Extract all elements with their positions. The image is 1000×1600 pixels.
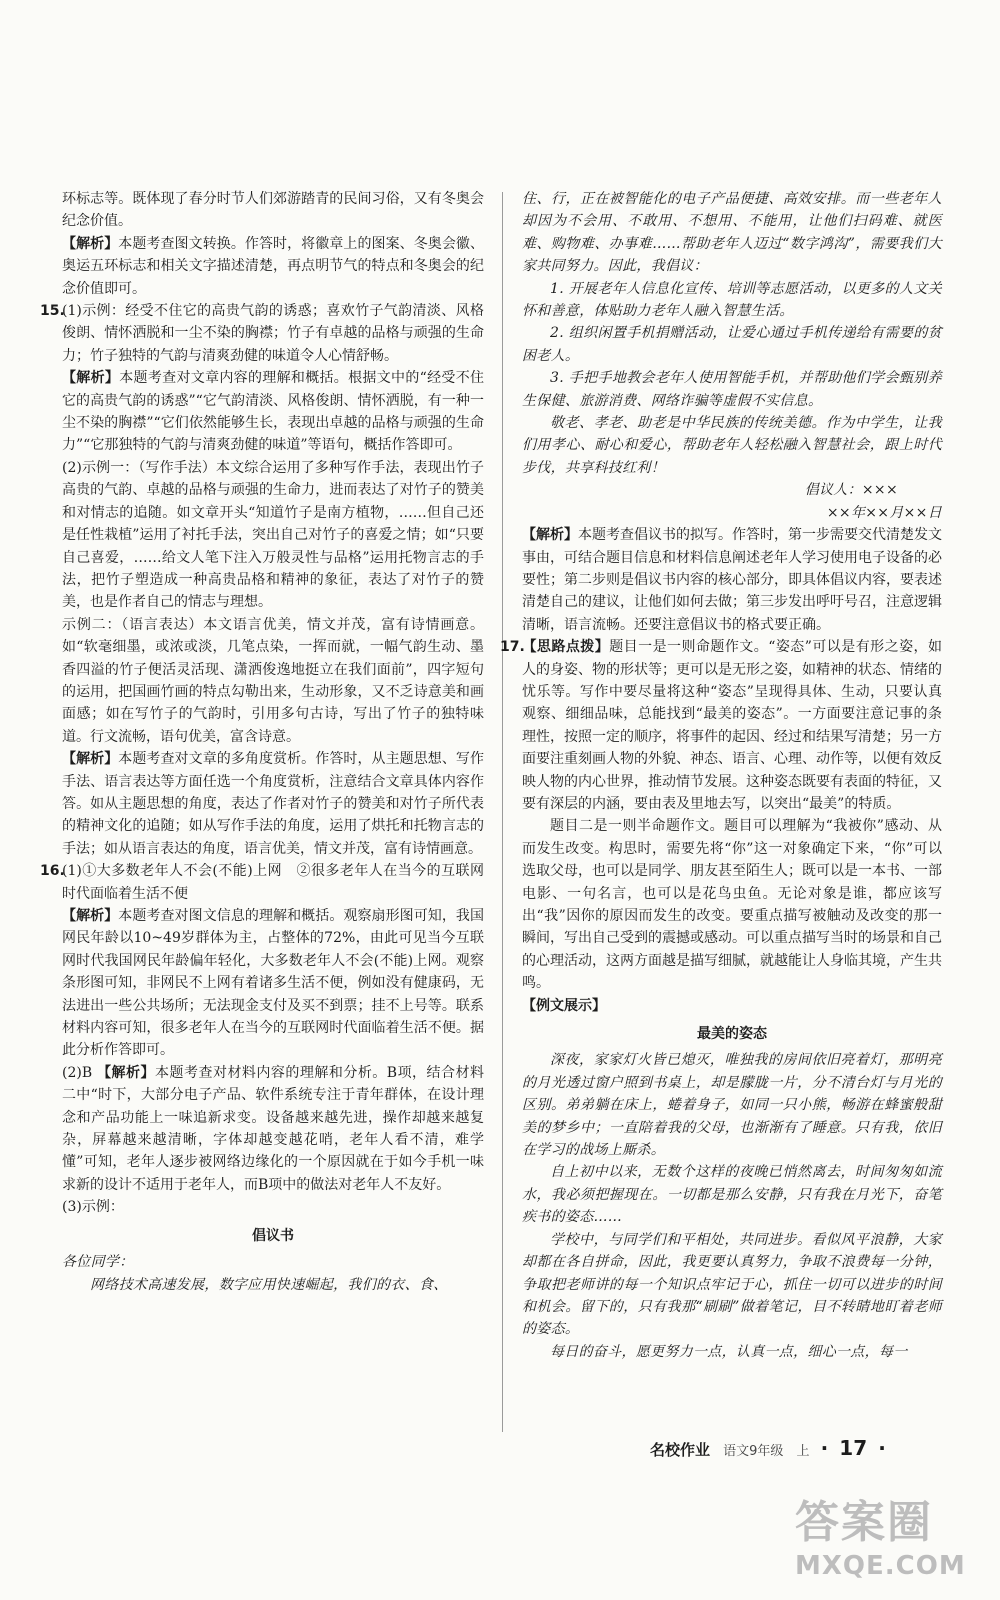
- letter-paragraph-start: 网络技术高速发展，数字应用快速崛起，我们的衣、食、: [90, 1276, 448, 1293]
- essay-paragraph-3: 学校中，与同学们和平相处，共同进步。看似风平浪静，大家却都在各自拼命，因此，我更要认真努力，争取不浪费每一分钟，争取把老师讲的每一个知识点牢记于心，抓住一切可以进步的时间和机会。留下的，只有我那“刷刷”做着笔记，目不转睛地盯着老师的姿态。: [522, 1231, 942, 1338]
- analysis-tag: 【解析】: [62, 751, 119, 768]
- essay-paragraph-4: 每日的奋斗，愿更努力一点，认真一点，细心一点，每一: [550, 1343, 908, 1360]
- answer-16-3-analysis: [522, 524, 942, 636]
- answer-text: (1)示例：经受不住它的高贵气韵的诱惑；喜欢竹子气韵清淡、风格俊朗、情怀洒脱和一尘不染的胸襟；竹子有卓越的品格与顽强的生命力；竹子独特的气韵与清爽劲健的味道令人心情舒畅。: [62, 303, 484, 364]
- left-column: [40, 188, 485, 1296]
- letter-item-3: 3. 手把手地教会老年人使用智能手机，并帮助他们学会甄别养生保健、旅游消费、网络诈骗等虚假不实信息。: [522, 370, 942, 409]
- letter-title: 倡议书: [252, 1227, 294, 1244]
- answer-14-analysis: [62, 233, 484, 300]
- letter-paragraph-cont: 住、行，正在被智能化的电子产品便捷、高效安排。而一些老年人却因为不会用、不敢用、不想用、不能用，让他们扫码难、就医难、购物难、办事难……帮助老年人迈过“数字鸿沟”，需要我们大家共同努力。因此，我倡议：: [522, 191, 943, 275]
- answer-15-2-analysis: [62, 748, 484, 860]
- answer-17-guide-2: 题目二是一则半命题作文。题目可以理解为“我被你”感动、从而发生改变。构思时，需要先将“你”这一对象确定下来，“你”可以选取父母，也可以是同学、朋友甚至陌生人；既可以是一本书、一部电影、一句名言，也可以是花鸟虫鱼。无论对象是谁，都应该写出“我”因你的原因而发生的改变。要重点描写被触动及改变的那一瞬间，写出自己受到的震撼或感动。可以重点描写当时的场景和自己的心理活动，这两方面越是描写细腻，就越能让人身临其境，产生共鸣。: [522, 818, 942, 992]
- term-label: 上: [796, 1444, 810, 1459]
- answer-17-guide: [500, 636, 942, 815]
- watermark-url: MXQE.COM: [795, 1551, 966, 1581]
- brand-label: 名校作业: [650, 1441, 711, 1459]
- analysis-text: 本题考查图文转换。作答时，将徽章上的图案、冬奥会徽、奥运五环标志和相关文字描述清楚，再点明节气的特点和冬奥会的纪念价值即可。: [62, 235, 485, 297]
- answer-15-2-example2: 示例二：（语言表达）本文语言优美，情文并茂，富有诗情画意。如“软毫细墨，或浓或淡，几笔点染，一挥而就，一幅气韵生动、墨香四溢的竹子便活灵活现、潇洒俊逸地挺立在我们面前”，四字短句的运用，把国画竹画的特点勾勒出来，生动形象，又不乏诗意美和画面感；如在写竹子的气韵时，引用多句古诗，写出了竹子的独特味道。行文流畅，语句优美，富含诗意。: [62, 616, 484, 745]
- right-column: [500, 188, 943, 1363]
- letter-date: ××年××月××日: [826, 504, 942, 521]
- page-number: 17: [839, 1436, 868, 1460]
- analysis-tag: 【解析】: [62, 370, 120, 387]
- letter-item-2: 2. 组织闲置手机捐赠活动，让爱心通过手机传递给有需要的贫困老人。: [522, 325, 942, 364]
- essay-paragraph-2: 自上初中以来，无数个这样的夜晚已悄然离去，时间匆匆如流水，我必须把握现在。一切都是那么安静，只有我在月光下，奋笔疾书的姿态……: [522, 1164, 942, 1226]
- answer-16-2: [62, 1062, 484, 1196]
- page-footer: [650, 1436, 950, 1466]
- example-tag: 【例文展示】: [522, 997, 606, 1014]
- analysis-text: 本题考查对文章的多角度赏析。作答时，从主题思想、写作手法、语言表达等方面任选一个角度赏析，注意结合文章具体内容作答。如从主题思想的角度，表达了作者对竹子的赞美和对竹子所代表的精神文化的追随；如从写作手法的角度，运用了烘托和托物言志的手法；如从语言表达的角度，语言优美，情文并茂，富有诗情画意。: [62, 751, 485, 857]
- essay-paragraph-1: 深夜，家家灯火皆已熄灭，唯独我的房间依旧亮着灯，那明亮的月光透过窗户照到书桌上，却是朦胧一片，分不清台灯与月光的区别。弟弟躺在床上，蜷着身子，如同一只小熊，畅游在蜂蜜般甜美的梦乡中；一直陪着我的父母，也渐渐有了睡意。只有我，依旧在学习的战场上厮杀。: [522, 1052, 942, 1159]
- answer-14-end: 环标志等。既体现了春分时节人们郊游踏青的民间习俗，又有冬奥会纪念价值。: [62, 191, 484, 230]
- dot-left: ·: [820, 1436, 829, 1460]
- analysis-tag: 【解析】: [62, 235, 119, 252]
- answer-16-3: (3)示例：: [62, 1199, 124, 1216]
- analysis-tag: 【解析】: [522, 527, 578, 544]
- analysis-text: 本题考查对材料内容的理解和分析。B项，结合材料二中“时下，大部分电子产品、软件系统专注于青年群体，在设计理念和产品功能上一味追新求变。设备越来越先进，操作却越来越复杂，屏幕越来越清晰，字体却越变越花哨，老年人看不清，难学懂”可知，老年人逐步被网络边缘化的一个原因就在于如今手机一味求新的设计不适用于老年人，而B项中的做法对老年人不友好。: [62, 1064, 484, 1193]
- guide-tag: 【思路点拨】: [522, 639, 610, 656]
- answer-text: (1)①大多数老年人不会(不能)上网 ②很多老年人在当今的互联网时代面临着生活不便: [62, 863, 484, 902]
- analysis-tag: 【解析】: [97, 1064, 156, 1081]
- answer-15-2: (2)示例一：（写作手法）本文综合运用了多种写作手法，表现出竹子高贵的气韵、卓越的品格与顽强的生命力，进而表达了对竹子的赞美和对情志的追随。如文章开头“知道竹子是南方植物，……但自己还是任性栽植”运用了衬托手法，突出自己对竹子的喜爱之情；如“只要自己喜爱，……给文人笔下注入万般灵性与品格”运用托物言志的手法，把竹子塑造成一种高贵品格和精神的象征，表达了对竹子的赞美，也是作者自己的情志与理想。: [62, 459, 484, 611]
- question-number: 17.: [500, 639, 525, 656]
- letter-item-1: 1. 开展老年人信息化宣传、培训等志愿活动，以更多的人文关怀和善意，体贴助力老年人融入智慧生活。: [522, 280, 942, 320]
- question-number: 15.: [40, 303, 65, 320]
- subject-label: 语文9年级: [723, 1444, 784, 1459]
- essay-title: 最美的姿态: [697, 1026, 767, 1043]
- analysis-text: 本题考查对图文信息的理解和概括。观察扇形图可知，我国网民年龄以10~49岁群体为主，占整体的72%，由此可见当今互联网时代我国网民年龄偏年轻化，大多数老年人不会(不能)上网。观察条形图可知，非网民不上网有着诸多生活不便，例如没有健康码，无法进出一些公共场所；无法现金支付及买不到票；挂不上号等。联系材料内容可知，很多老年人在当今的互联网时代面临着生活不便。据此分析作答即可。: [62, 908, 485, 1059]
- dot-right: ·: [878, 1436, 886, 1460]
- watermark: [795, 1495, 985, 1595]
- watermark-logo-text: 答案圈: [795, 1497, 933, 1548]
- analysis-tag: 【解析】: [62, 908, 119, 924]
- answer-15-1-analysis: [62, 367, 484, 457]
- analysis-text: 本题考查对文章内容的理解和概括。根据文中的“经受不住它的高贵气韵的诱惑”“它气韵清淡、风格俊朗、情怀洒脱，有一种一尘不染的胸襟”“它们依然能够生长，表现出卓越的品格与顽强的生命力”“它那独特的气韵与清爽劲健的味道”等语句，概括作答即可。: [62, 370, 485, 454]
- letter-greeting: 各位同学：: [62, 1254, 134, 1271]
- answer-16-1-analysis: [62, 905, 484, 1062]
- answer-16-1: [40, 860, 484, 905]
- guide-text: 题目一是一则命题作文。“姿态”可以是有形之姿，如人的身姿、物的形状等；更可以是无形之姿，如精神的状态、情绪的忧乐等。写作中要尽量将这种“姿态”呈现得具体、生动，只要认真观察、细细品味，总能找到“最美的姿态”。一方面要注意记事的条理性，按照一定的顺序，将事件的起因、经过和结果写清楚；另一方面要注重刻画人物的外貌、神态、语言、心理、动作等，以便有效反映人物的内心世界，推动情节发展。这种姿态既要有表面的特征，又要有深层的内涵，要由表及里地去写，以突出“最美”的特质。: [522, 639, 942, 812]
- column-divider: [502, 192, 503, 1432]
- answer-choice: (2)B: [62, 1064, 93, 1081]
- analysis-text: 本题考查倡议书的拟写。作答时，第一步需要交代清楚发文事由，可结合题目信息和材料信息阐述老年人学习使用电子设备的必要性；第二步则是倡议书内容的核心部分，即具体倡议内容，要表述清楚自己的建议，让他们如何去做；第三步发出呼吁号召，注意逻辑清晰，语言流畅。还要注意倡议书的格式要正确。: [522, 527, 942, 633]
- letter-signer: 倡议人：×××: [804, 482, 898, 499]
- answer-15-1: [40, 300, 484, 367]
- question-number: 16.: [40, 863, 65, 880]
- letter-closing: 敬老、孝老、助老是中华民族的传统美德。作为中学生，让我们用孝心、耐心和爱心，帮助老年人轻松融入智慧社会，跟上时代步伐，共享科技红利！: [522, 415, 942, 476]
